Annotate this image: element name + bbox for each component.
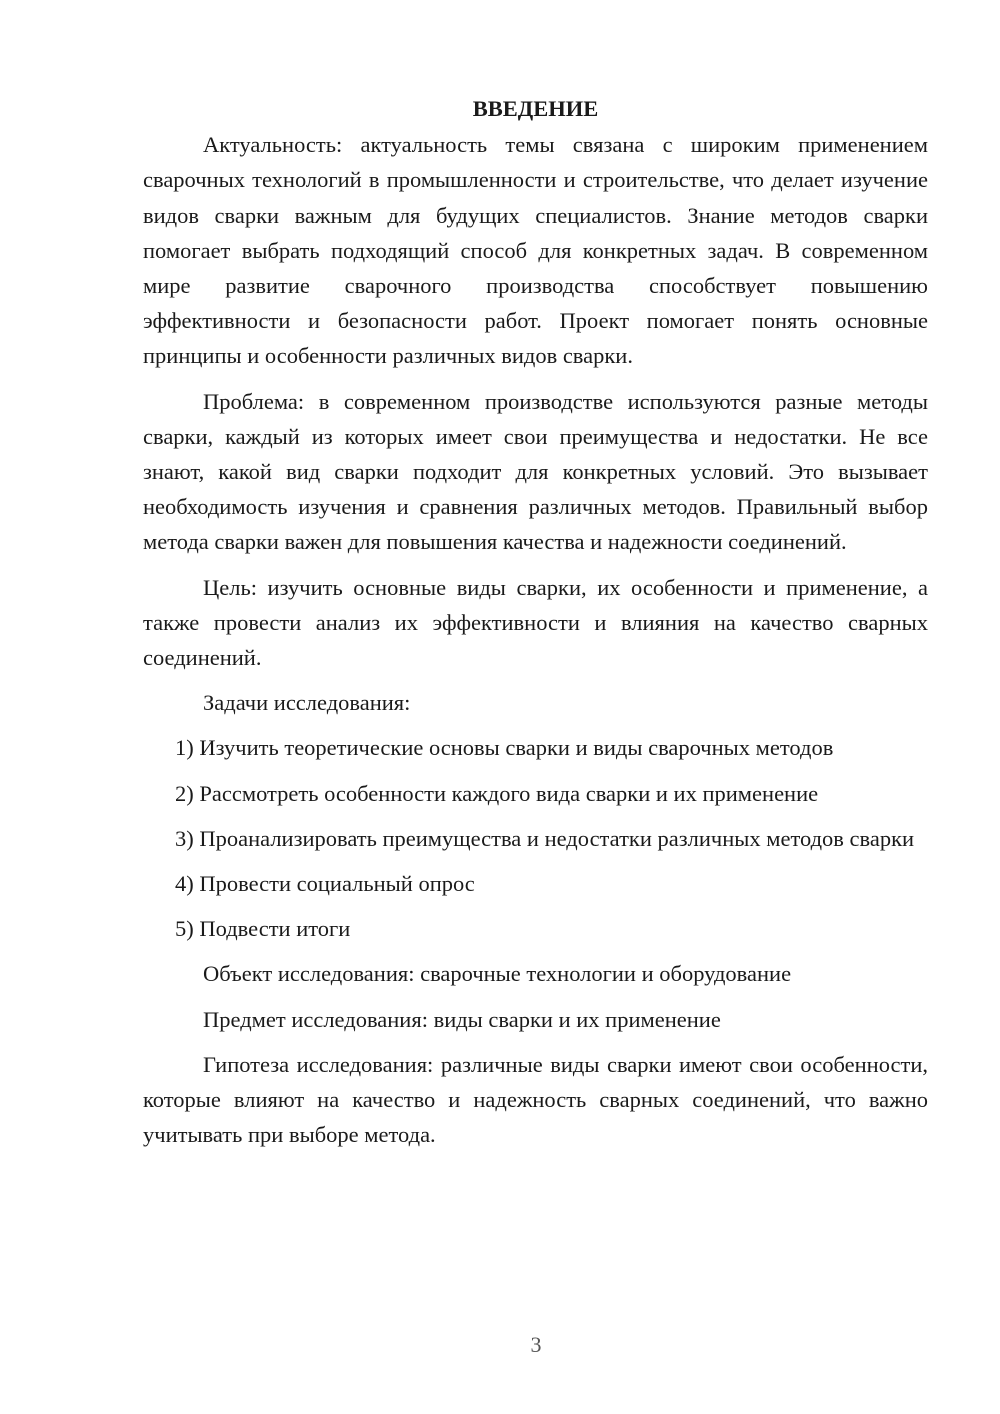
paragraph-object: Объект исследования: сварочные технологии и оборудование [203,961,792,987]
task-item-4: 4) Провести социальный опрос [175,871,475,897]
page-number: 3 [530,1332,542,1357]
paragraph-goal: Цель: изучить основные виды сварки, их особенности и применение, а также провести анализ их эффективности и влияния на качество сварных соединений. [143,574,928,671]
task-item-2: 2) Рассмотреть особенности каждого вида сварки и их применение [175,780,819,806]
task-item-1: 1) Изучить теоретические основы сварки и виды сварочных методов [175,735,834,761]
paragraph-subject: Предмет исследования: виды сварки и их применение [203,1006,721,1032]
tasks-heading: Задачи исследования: [203,690,411,716]
paragraph-problem: Проблема: в современном производстве используются разные методы сварки, каждый из которых имеет свои преимущества и недостатки. Не все знают, какой вид сварки подходит для конкретных условий. Это вызывает необходимость изучения и сравнения различных методов. Правильный выбор метода сварки важен для повышения качества и надежности соединений. [143,388,928,555]
task-item-5: 5) Подвести итоги [175,916,351,942]
task-item-3: 3) Проанализировать преимущества и недостатки различных методов сварки [175,825,915,851]
page-content [143,91,928,1162]
page-title: ВВЕДЕНИЕ [472,96,599,121]
paragraph-relevance: Актуальность: актуальность темы связана с широким применением сварочных технологий в промышленности и строительстве, что делает изучение видов сварки важным для будущих специалистов. Знание методов сварки помогает выбрать подходящий способ для конкретных задач. В современном мире развитие сварочного производства способствует повышению эффективности и безопасности работ. Проект помогает понять основные принципы и особенности различных видов сварки. [143,132,928,369]
paragraph-hypothesis: Гипотеза исследования: различные виды сварки имеют свои особенности, которые влияют на качество и надежность сварных соединений, что важно учитывать при выборе метода. [143,1051,928,1148]
